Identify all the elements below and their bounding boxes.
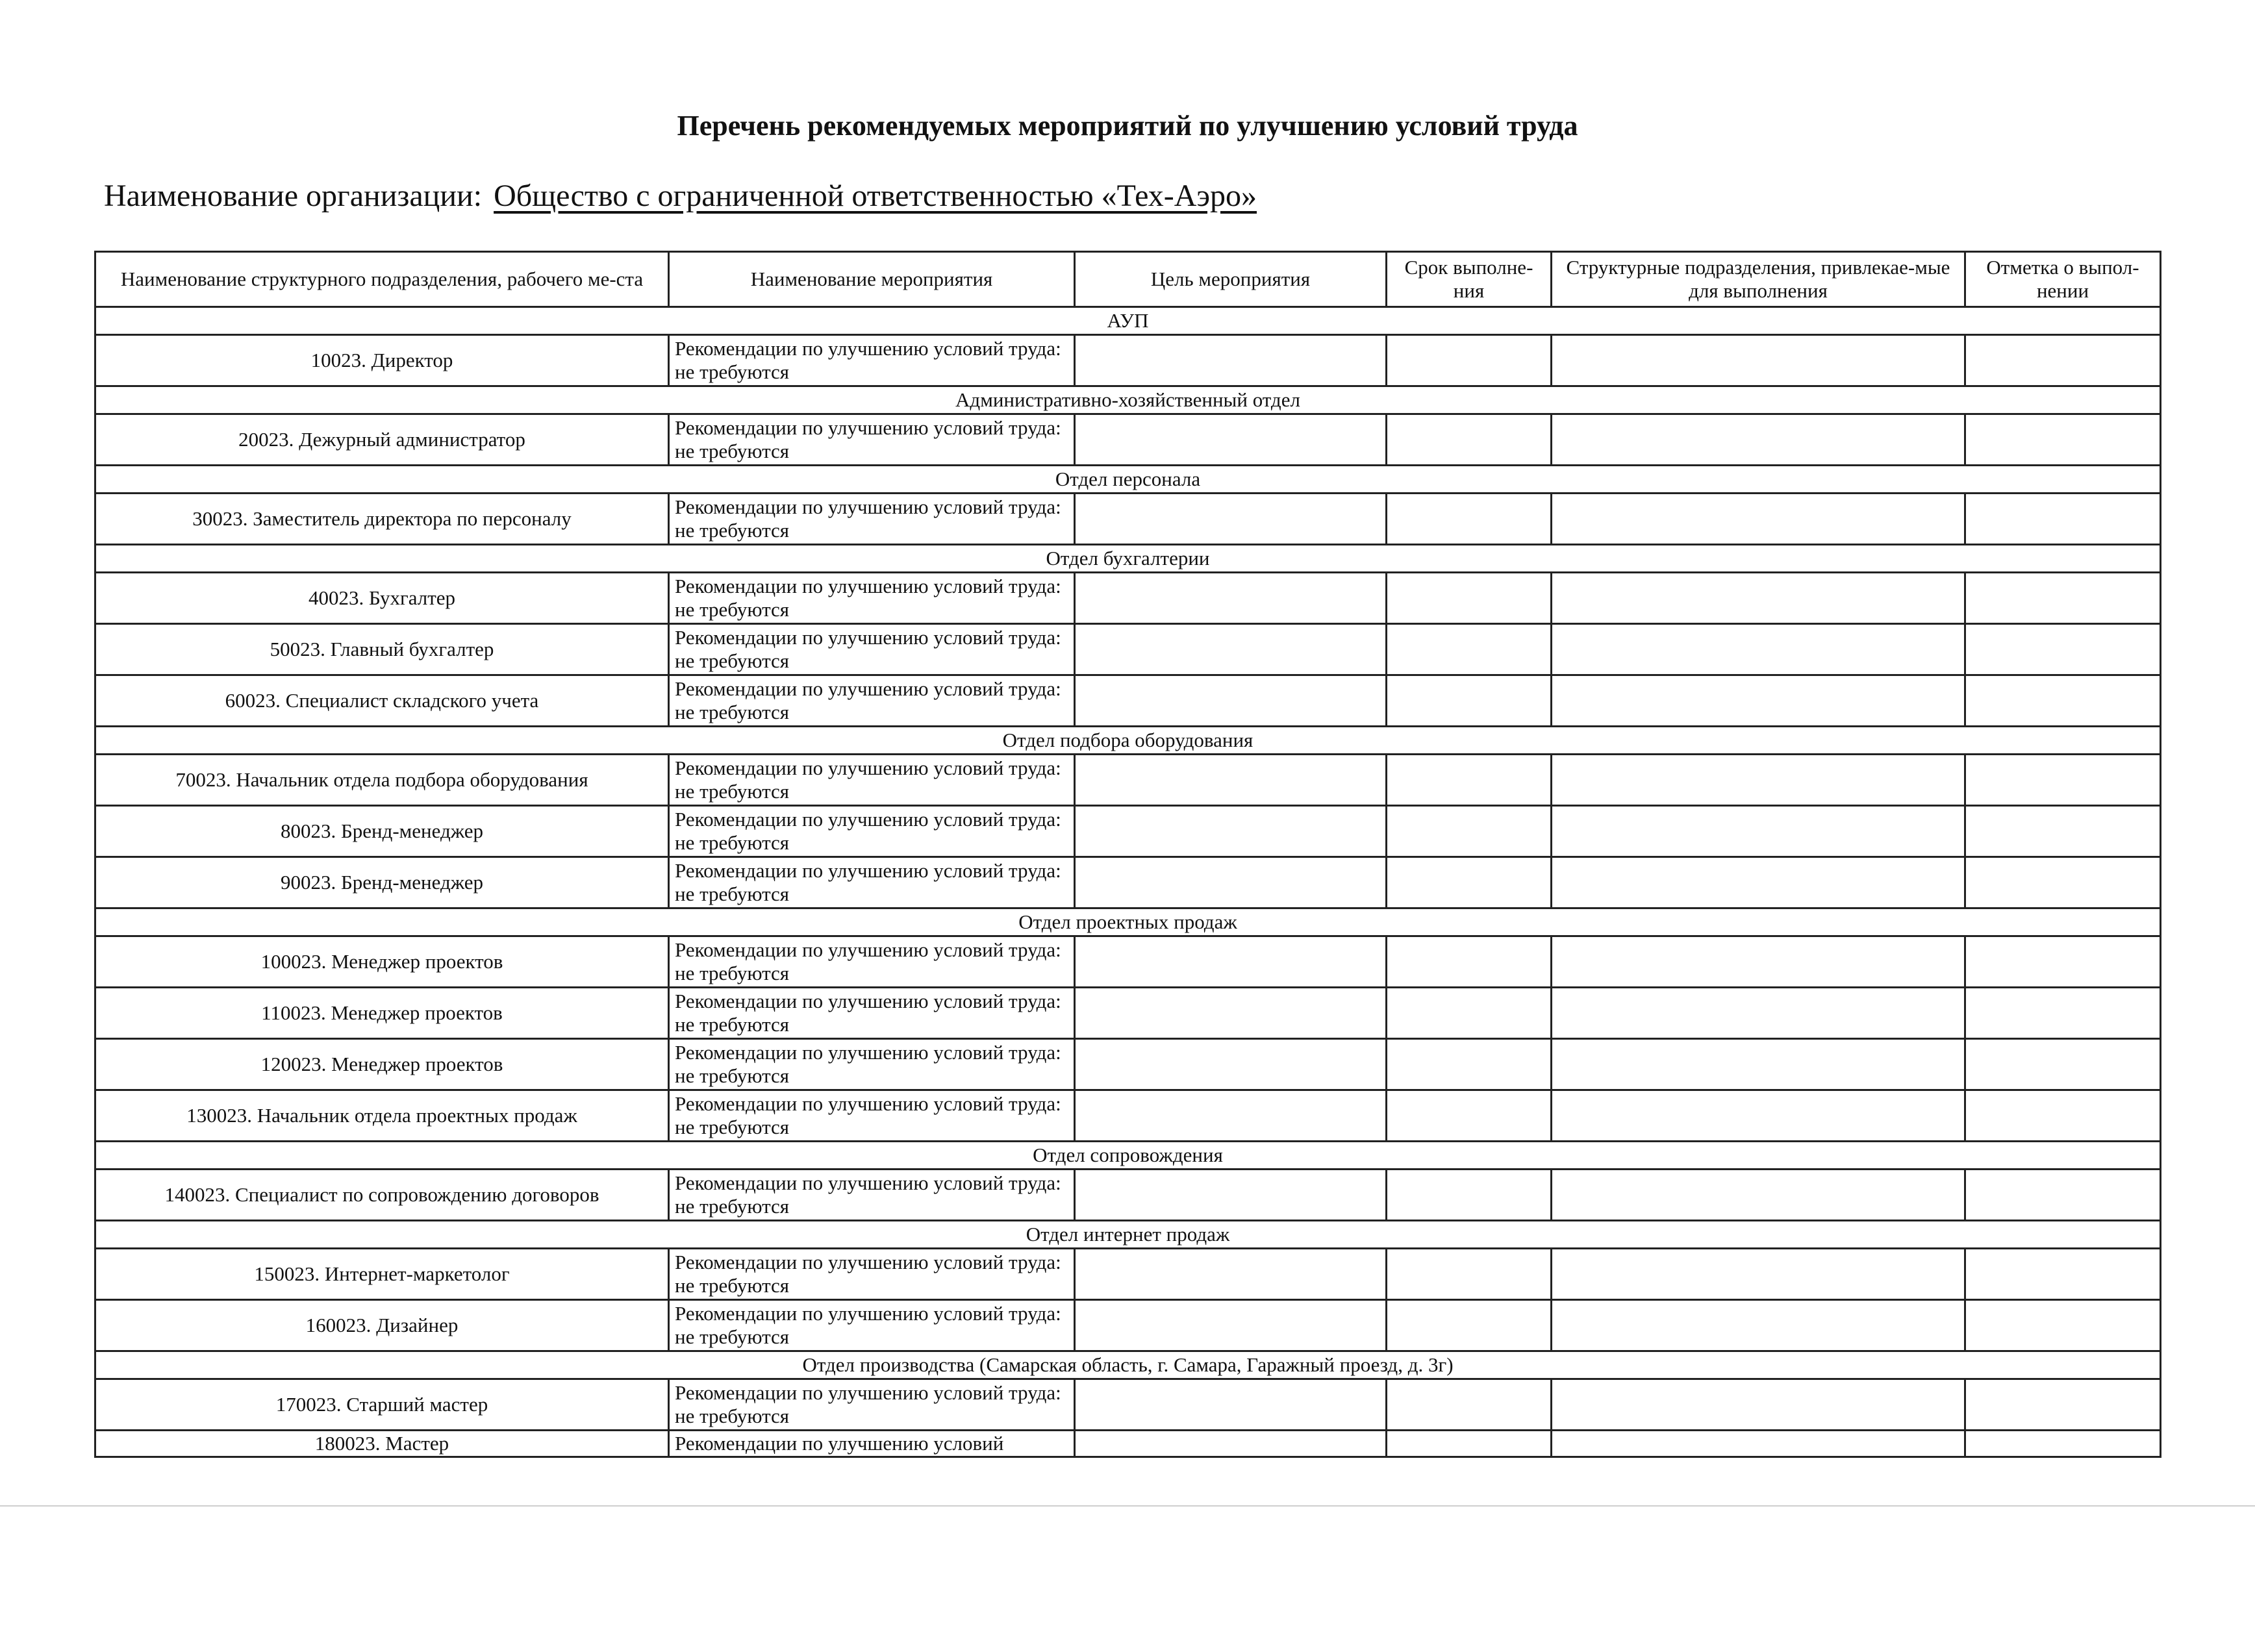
scan-edge-line	[0, 1505, 2255, 1507]
position-cell: 120023. Менеджер проектов	[95, 1039, 669, 1090]
position-cell: 10023. Директор	[95, 335, 669, 386]
measure-cell: Рекомендации по улучшению условий труда: не требуются	[669, 1249, 1075, 1300]
table-row	[95, 806, 2161, 857]
completion-mark-cell	[1965, 806, 2161, 857]
measure-cell: Рекомендации по улучшению условий труда: не требуются	[669, 1170, 1075, 1221]
goal-cell	[1075, 1170, 1387, 1221]
table-row	[95, 624, 2161, 675]
measure-cell: Рекомендации по улучшению условий труда: не требуются	[669, 494, 1075, 545]
completion-mark-cell	[1965, 755, 2161, 806]
measure-cell: Рекомендации по улучшению условий труда: не требуются	[669, 335, 1075, 386]
organization-name: Общество с ограниченной ответственностью «Тех-Аэро»	[494, 179, 1257, 213]
position-cell: 80023. Бренд-менеджер	[95, 806, 669, 857]
position-cell: 100023. Менеджер проектов	[95, 936, 669, 988]
deadline-cell	[1387, 857, 1552, 908]
departments-cell	[1552, 1431, 1965, 1457]
goal-cell	[1075, 1090, 1387, 1142]
position-cell: 30023. Заместитель директора по персоналу	[95, 494, 669, 545]
header-departments: Структурные подразделения, привлекае-мые для выполнения	[1552, 252, 1965, 307]
table-row	[95, 1170, 2161, 1221]
header-goal: Цель мероприятия	[1075, 252, 1387, 307]
goal-cell	[1075, 414, 1387, 466]
completion-mark-cell	[1965, 1039, 2161, 1090]
completion-mark-cell	[1965, 988, 2161, 1039]
departments-cell	[1552, 936, 1965, 988]
position-cell: 40023. Бухгалтер	[95, 573, 669, 624]
deadline-cell	[1387, 1249, 1552, 1300]
deadline-cell	[1387, 573, 1552, 624]
completion-mark-cell	[1965, 1379, 2161, 1431]
position-cell: 110023. Менеджер проектов	[95, 988, 669, 1039]
completion-mark-cell	[1965, 624, 2161, 675]
table-row	[95, 1300, 2161, 1351]
goal-cell	[1075, 988, 1387, 1039]
section-row	[95, 1221, 2161, 1249]
table-row	[95, 494, 2161, 545]
position-cell: 70023. Начальник отдела подбора оборудования	[95, 755, 669, 806]
position-cell: 90023. Бренд-менеджер	[95, 857, 669, 908]
departments-cell	[1552, 1379, 1965, 1431]
table-row	[95, 675, 2161, 727]
completion-mark-cell	[1965, 1300, 2161, 1351]
section-title: Отдел персонала	[95, 466, 2161, 494]
table-row	[95, 1431, 2161, 1457]
goal-cell	[1075, 806, 1387, 857]
deadline-cell	[1387, 936, 1552, 988]
measures-table	[94, 251, 2161, 1458]
deadline-cell	[1387, 988, 1552, 1039]
section-title: Отдел производства (Самарская область, г. Самара, Гаражный проезд, д. 3г)	[95, 1351, 2161, 1379]
section-title: Отдел бухгалтерии	[95, 545, 2161, 573]
header-deadline: Срок выполне-ния	[1387, 252, 1552, 307]
position-cell: 160023. Дизайнер	[95, 1300, 669, 1351]
completion-mark-cell	[1965, 494, 2161, 545]
completion-mark-cell	[1965, 1249, 2161, 1300]
departments-cell	[1552, 1170, 1965, 1221]
departments-cell	[1552, 806, 1965, 857]
deadline-cell	[1387, 335, 1552, 386]
departments-cell	[1552, 573, 1965, 624]
header-completion-mark: Отметка о выпол-нении	[1965, 252, 2161, 307]
section-row	[95, 1351, 2161, 1379]
measure-cell: Рекомендации по улучшению условий труда: не требуются	[669, 755, 1075, 806]
measure-cell: Рекомендации по улучшению условий труда: не требуются	[669, 573, 1075, 624]
section-title: Административно-хозяйственный отдел	[95, 386, 2161, 414]
goal-cell	[1075, 335, 1387, 386]
table-row	[95, 1249, 2161, 1300]
section-row	[95, 307, 2161, 335]
goal-cell	[1075, 857, 1387, 908]
measure-cell: Рекомендации по улучшению условий труда: не требуются	[669, 414, 1075, 466]
departments-cell	[1552, 624, 1965, 675]
deadline-cell	[1387, 1090, 1552, 1142]
completion-mark-cell	[1965, 1170, 2161, 1221]
goal-cell	[1075, 1431, 1387, 1457]
deadline-cell	[1387, 1039, 1552, 1090]
table-row	[95, 414, 2161, 466]
goal-cell	[1075, 755, 1387, 806]
section-row	[95, 545, 2161, 573]
measure-cell: Рекомендации по улучшению условий труда: не требуются	[669, 806, 1075, 857]
completion-mark-cell	[1965, 1431, 2161, 1457]
completion-mark-cell	[1965, 414, 2161, 466]
deadline-cell	[1387, 1379, 1552, 1431]
completion-mark-cell	[1965, 1090, 2161, 1142]
position-cell: 180023. Мастер	[95, 1431, 669, 1457]
measure-cell: Рекомендации по улучшению условий	[669, 1431, 1075, 1457]
departments-cell	[1552, 988, 1965, 1039]
completion-mark-cell	[1965, 335, 2161, 386]
deadline-cell	[1387, 675, 1552, 727]
goal-cell	[1075, 494, 1387, 545]
table-row	[95, 988, 2161, 1039]
goal-cell	[1075, 1379, 1387, 1431]
position-cell: 20023. Дежурный администратор	[95, 414, 669, 466]
position-cell: 60023. Специалист складского учета	[95, 675, 669, 727]
table-header-row	[95, 252, 2161, 307]
measure-cell: Рекомендации по улучшению условий труда: не требуются	[669, 1300, 1075, 1351]
goal-cell	[1075, 936, 1387, 988]
departments-cell	[1552, 494, 1965, 545]
organization-line	[104, 178, 1257, 214]
deadline-cell	[1387, 806, 1552, 857]
measure-cell: Рекомендации по улучшению условий труда: не требуются	[669, 624, 1075, 675]
measure-cell: Рекомендации по улучшению условий труда: не требуются	[669, 1379, 1075, 1431]
deadline-cell	[1387, 1170, 1552, 1221]
measure-cell: Рекомендации по улучшению условий труда: не требуются	[669, 1039, 1075, 1090]
departments-cell	[1552, 335, 1965, 386]
completion-mark-cell	[1965, 936, 2161, 988]
departments-cell	[1552, 675, 1965, 727]
completion-mark-cell	[1965, 675, 2161, 727]
table-row	[95, 857, 2161, 908]
section-row	[95, 1142, 2161, 1170]
departments-cell	[1552, 1090, 1965, 1142]
measure-cell: Рекомендации по улучшению условий труда: не требуются	[669, 1090, 1075, 1142]
section-row	[95, 727, 2161, 755]
position-cell: 140023. Специалист по сопровождению договоров	[95, 1170, 669, 1221]
header-position: Наименование структурного подразделения, рабочего ме-ста	[95, 252, 669, 307]
table-row	[95, 936, 2161, 988]
departments-cell	[1552, 414, 1965, 466]
measure-cell: Рекомендации по улучшению условий труда: не требуются	[669, 936, 1075, 988]
goal-cell	[1075, 624, 1387, 675]
position-cell: 150023. Интернет-маркетолог	[95, 1249, 669, 1300]
goal-cell	[1075, 675, 1387, 727]
goal-cell	[1075, 1249, 1387, 1300]
measure-cell: Рекомендации по улучшению условий труда: не требуются	[669, 675, 1075, 727]
section-title: Отдел интернет продаж	[95, 1221, 2161, 1249]
header-measure: Наименование мероприятия	[669, 252, 1075, 307]
deadline-cell	[1387, 1300, 1552, 1351]
deadline-cell	[1387, 414, 1552, 466]
section-title: Отдел проектных продаж	[95, 908, 2161, 936]
section-row	[95, 466, 2161, 494]
position-cell: 50023. Главный бухгалтер	[95, 624, 669, 675]
departments-cell	[1552, 1300, 1965, 1351]
deadline-cell	[1387, 1431, 1552, 1457]
document-title: Перечень рекомендуемых мероприятий по улучшению условий труда	[677, 110, 1578, 142]
measure-cell: Рекомендации по улучшению условий труда: не требуются	[669, 857, 1075, 908]
section-title: Отдел подбора оборудования	[95, 727, 2161, 755]
position-cell: 130023. Начальник отдела проектных продаж	[95, 1090, 669, 1142]
departments-cell	[1552, 755, 1965, 806]
departments-cell	[1552, 857, 1965, 908]
section-row	[95, 386, 2161, 414]
position-cell: 170023. Старший мастер	[95, 1379, 669, 1431]
measure-cell: Рекомендации по улучшению условий труда: не требуются	[669, 988, 1075, 1039]
goal-cell	[1075, 1039, 1387, 1090]
table-row	[95, 755, 2161, 806]
deadline-cell	[1387, 624, 1552, 675]
deadline-cell	[1387, 755, 1552, 806]
table-row	[95, 335, 2161, 386]
section-title: АУП	[95, 307, 2161, 335]
organization-label: Наименование организации:	[104, 179, 483, 213]
departments-cell	[1552, 1039, 1965, 1090]
goal-cell	[1075, 1300, 1387, 1351]
table-row	[95, 1090, 2161, 1142]
table-row	[95, 1039, 2161, 1090]
deadline-cell	[1387, 494, 1552, 545]
section-row	[95, 908, 2161, 936]
completion-mark-cell	[1965, 573, 2161, 624]
departments-cell	[1552, 1249, 1965, 1300]
table-row	[95, 573, 2161, 624]
goal-cell	[1075, 573, 1387, 624]
table-body	[95, 307, 2161, 1457]
completion-mark-cell	[1965, 857, 2161, 908]
section-title: Отдел сопровождения	[95, 1142, 2161, 1170]
table-row	[95, 1379, 2161, 1431]
